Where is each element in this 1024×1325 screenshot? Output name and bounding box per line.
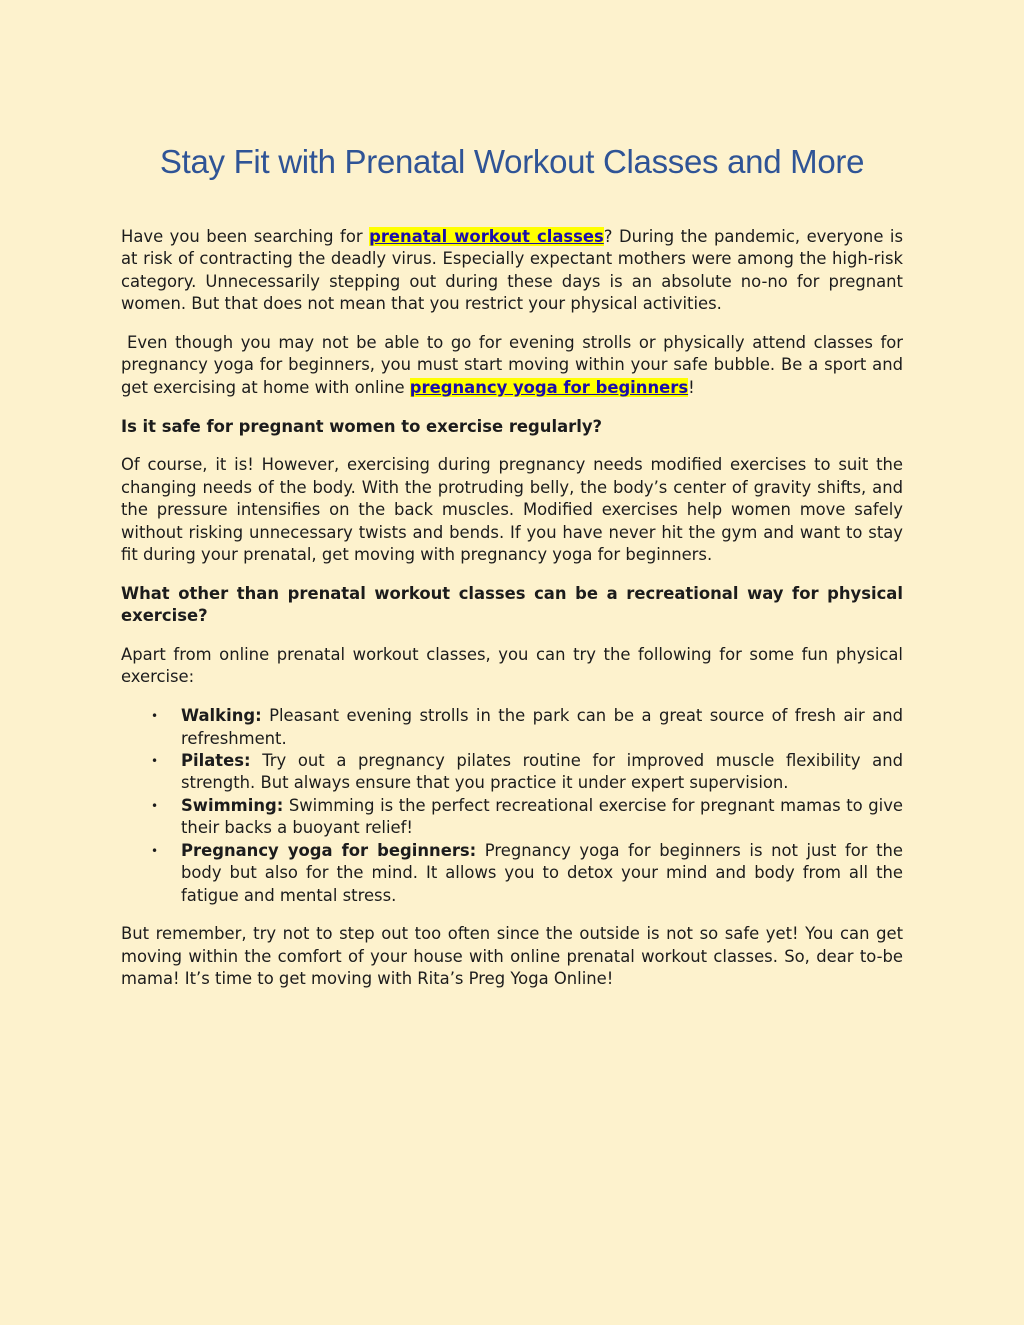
list-item xyxy=(151,840,904,907)
section-paragraph-alternatives: Apart from online prenatal workout classes, you can try the following for some fun physical exercise: xyxy=(121,645,903,687)
list-item-term: Walking: xyxy=(181,706,262,726)
bullet-icon: • xyxy=(151,843,159,858)
pregnancy-yoga-link[interactable]: pregnancy yoga for beginners xyxy=(409,377,689,397)
list-item xyxy=(151,705,903,750)
prenatal-workout-classes-link[interactable]: prenatal workout classes xyxy=(369,227,604,246)
section-heading-safety: Is it safe for pregnant women to exercise regularly? xyxy=(121,416,603,436)
list-item xyxy=(151,795,903,840)
bullet-icon: • xyxy=(151,754,159,769)
second-paragraph-text: Even though you may not be able to go for evening strolls or physically attend classes for pregnancy yoga for beginners, you must start moving within your safe bubble. Be a sport and get exercising at home with online xyxy=(121,333,903,397)
list-item-desc: Swimming is the perfect recreational exercise for pregnant mamas to give their backs a buoyant relief! xyxy=(181,795,903,838)
section-paragraph-safety: Of course, it is! However, exercising during pregnancy needs modified exercises to suit the changing needs of the body. With the protruding belly, the body’s center of gravity shifts, and the pressure intensifies on the back muscles. Modified exercises help women move safely without risking unnecessary twists and bends. If you have never hit the gym and want to stay fit during your prenatal, get moving with pregnancy yoga for beginners. xyxy=(121,455,903,565)
bullet-icon: • xyxy=(151,709,159,724)
page-title: Stay Fit with Prenatal Workout Classes and More xyxy=(159,143,865,180)
list-item-desc: Pleasant evening strolls in the park can be a great source of fresh air and refreshment. xyxy=(181,706,903,748)
document-body xyxy=(121,226,903,1007)
activity-list xyxy=(121,705,903,907)
list-item-term: Pilates: xyxy=(181,751,251,771)
second-paragraph-end: ! xyxy=(688,377,695,397)
intro-text-start: Have you been searching for xyxy=(121,227,370,246)
second-paragraph xyxy=(121,332,903,399)
closing-paragraph: But remember, try not to step out too often since the outside is not so safe yet! You can get moving within the comfort of your house with online prenatal workout classes. So, dear to-be mama! It’s time to get moving with Rita’s Preg Yoga Online! xyxy=(121,924,903,989)
list-item xyxy=(151,750,903,795)
list-item-desc: Pregnancy yoga for beginners is not just for the body but also for the mind. It allows you to detox your mind and body from all the fatigue and mental stress. xyxy=(181,840,904,905)
list-item-term: Swimming: xyxy=(181,795,284,815)
section-heading-alternatives: What other than prenatal workout classes can be a recreational way for physical exercise? xyxy=(121,583,903,626)
bullet-icon: • xyxy=(151,798,159,813)
intro-paragraph xyxy=(121,226,903,316)
list-item-desc: Try out a pregnancy pilates routine for improved muscle flexibility and strength. But always ensure that you practice it under expert supervision. xyxy=(181,751,903,793)
intro-text-end: ? During the pandemic, everyone is at risk of contracting the deadly virus. Especially expectant mothers were among the high-risk category. Unnecessarily stepping out during these days is an absolute no-no for pregnant women. But that does not mean that you restrict your physical activities. xyxy=(121,227,903,314)
list-item-term: Pregnancy yoga for beginners: xyxy=(181,840,477,860)
